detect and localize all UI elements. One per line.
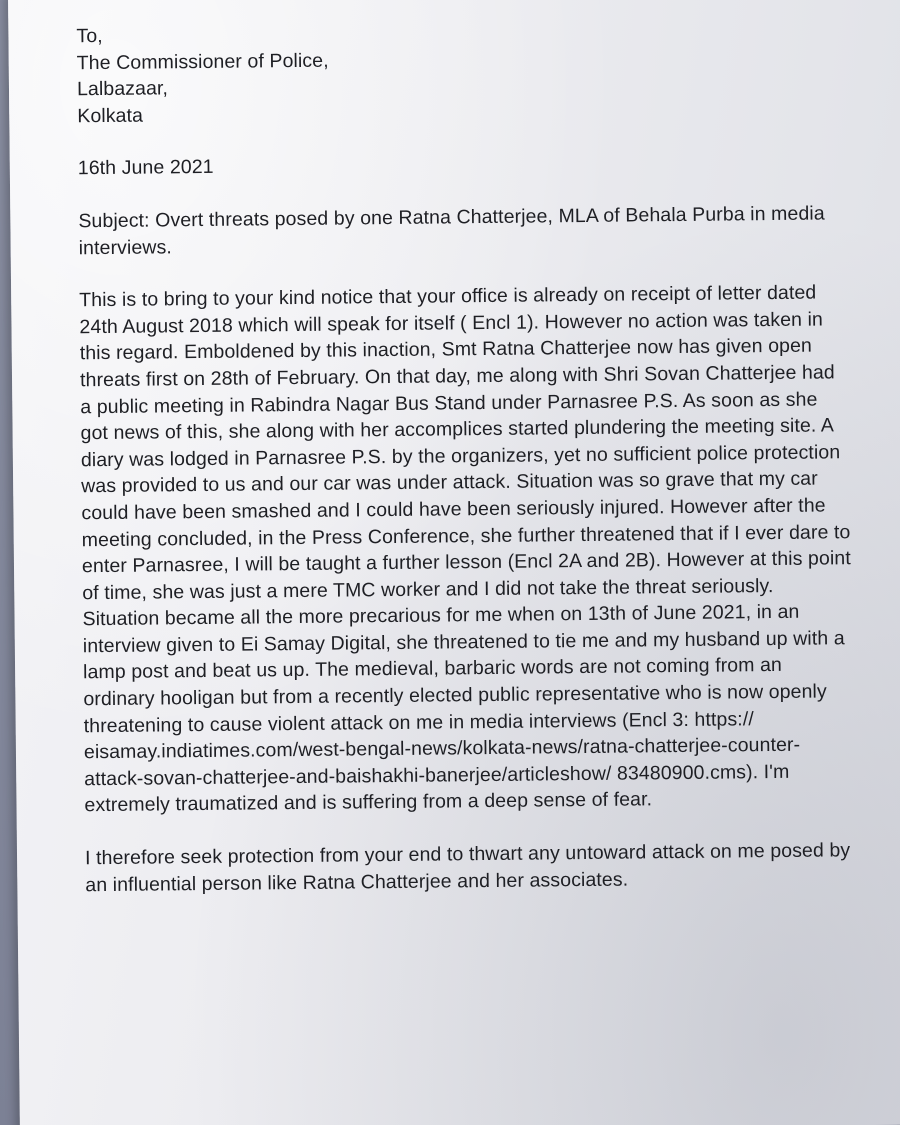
letter-closing-paragraph: I therefore seek protection from your end to thwart any untoward attack on me posed by an influential person like Ratna Chatterjee and her associates. <box>84 839 851 896</box>
paper-sheet <box>8 0 900 1125</box>
letter-date: 16th June 2021 <box>77 156 214 180</box>
letter <box>76 15 855 898</box>
letter-subject: Subject: Overt threats posed by one Ratna Chatterjee, MLA of Behala Purba in media interviews. <box>78 202 825 259</box>
addressee-block <box>76 15 847 129</box>
salutation-line: To, <box>76 25 103 48</box>
letter-body-paragraph: This is to bring to your kind notice that your office is already on receipt of letter dated 24th August 2018 which will speak for itself ( Encl 1). However no action was taken in this regard. Emboldened by this inaction, Smt Ratna Chatterjee now has given open threats first on 28th of February. On that day, me along with Shri Sovan Chatterjee had a public meeting in Rabindra Nagar Bus Stand under Parnasree P.S. As soon as she got news of this, she along with her accomplices started plundering the meeting site. A diary was lodged in Parnasree P.S. by the organizers, yet no sufficient police protection was provided to us and our car was under attack. Situation was so grave that my car could have been smashed and I could have been seriously injured. However after the meeting concluded, in the Press Conference, she further threatened that if I ever dare to enter Parnasree, I will be taught a further lesson (Encl 2A and 2B). However at this point of time, she was just a mere TMC worker and I did not take the threat seriously. Situation became all the more precarious for me when on 13th of June 2021, in an interview given to Ei Samay Digital, she threatened to tie me and my husband up with a lamp post and beat us up. The medieval, barbaric words are not coming from an ordinary hooligan but from a recently elected public representative who is now openly threatening to cause violent attack on me in media interviews (Encl 3: https:// eisamay.indiatimes.com/west-bengal-news/kolkata-news/ratna-chatterjee-counter-attack-sovan-chatterjee-and-baishakhi-banerjee/articleshow/ 83480900.cms). I'm extremely traumatized and is suffering from a deep sense of fear. <box>79 281 851 817</box>
recipient-title: The Commissioner of Police, <box>76 49 329 74</box>
recipient-city: Kolkata <box>77 104 144 128</box>
recipient-address-line: Lalbazaar, <box>76 77 169 101</box>
